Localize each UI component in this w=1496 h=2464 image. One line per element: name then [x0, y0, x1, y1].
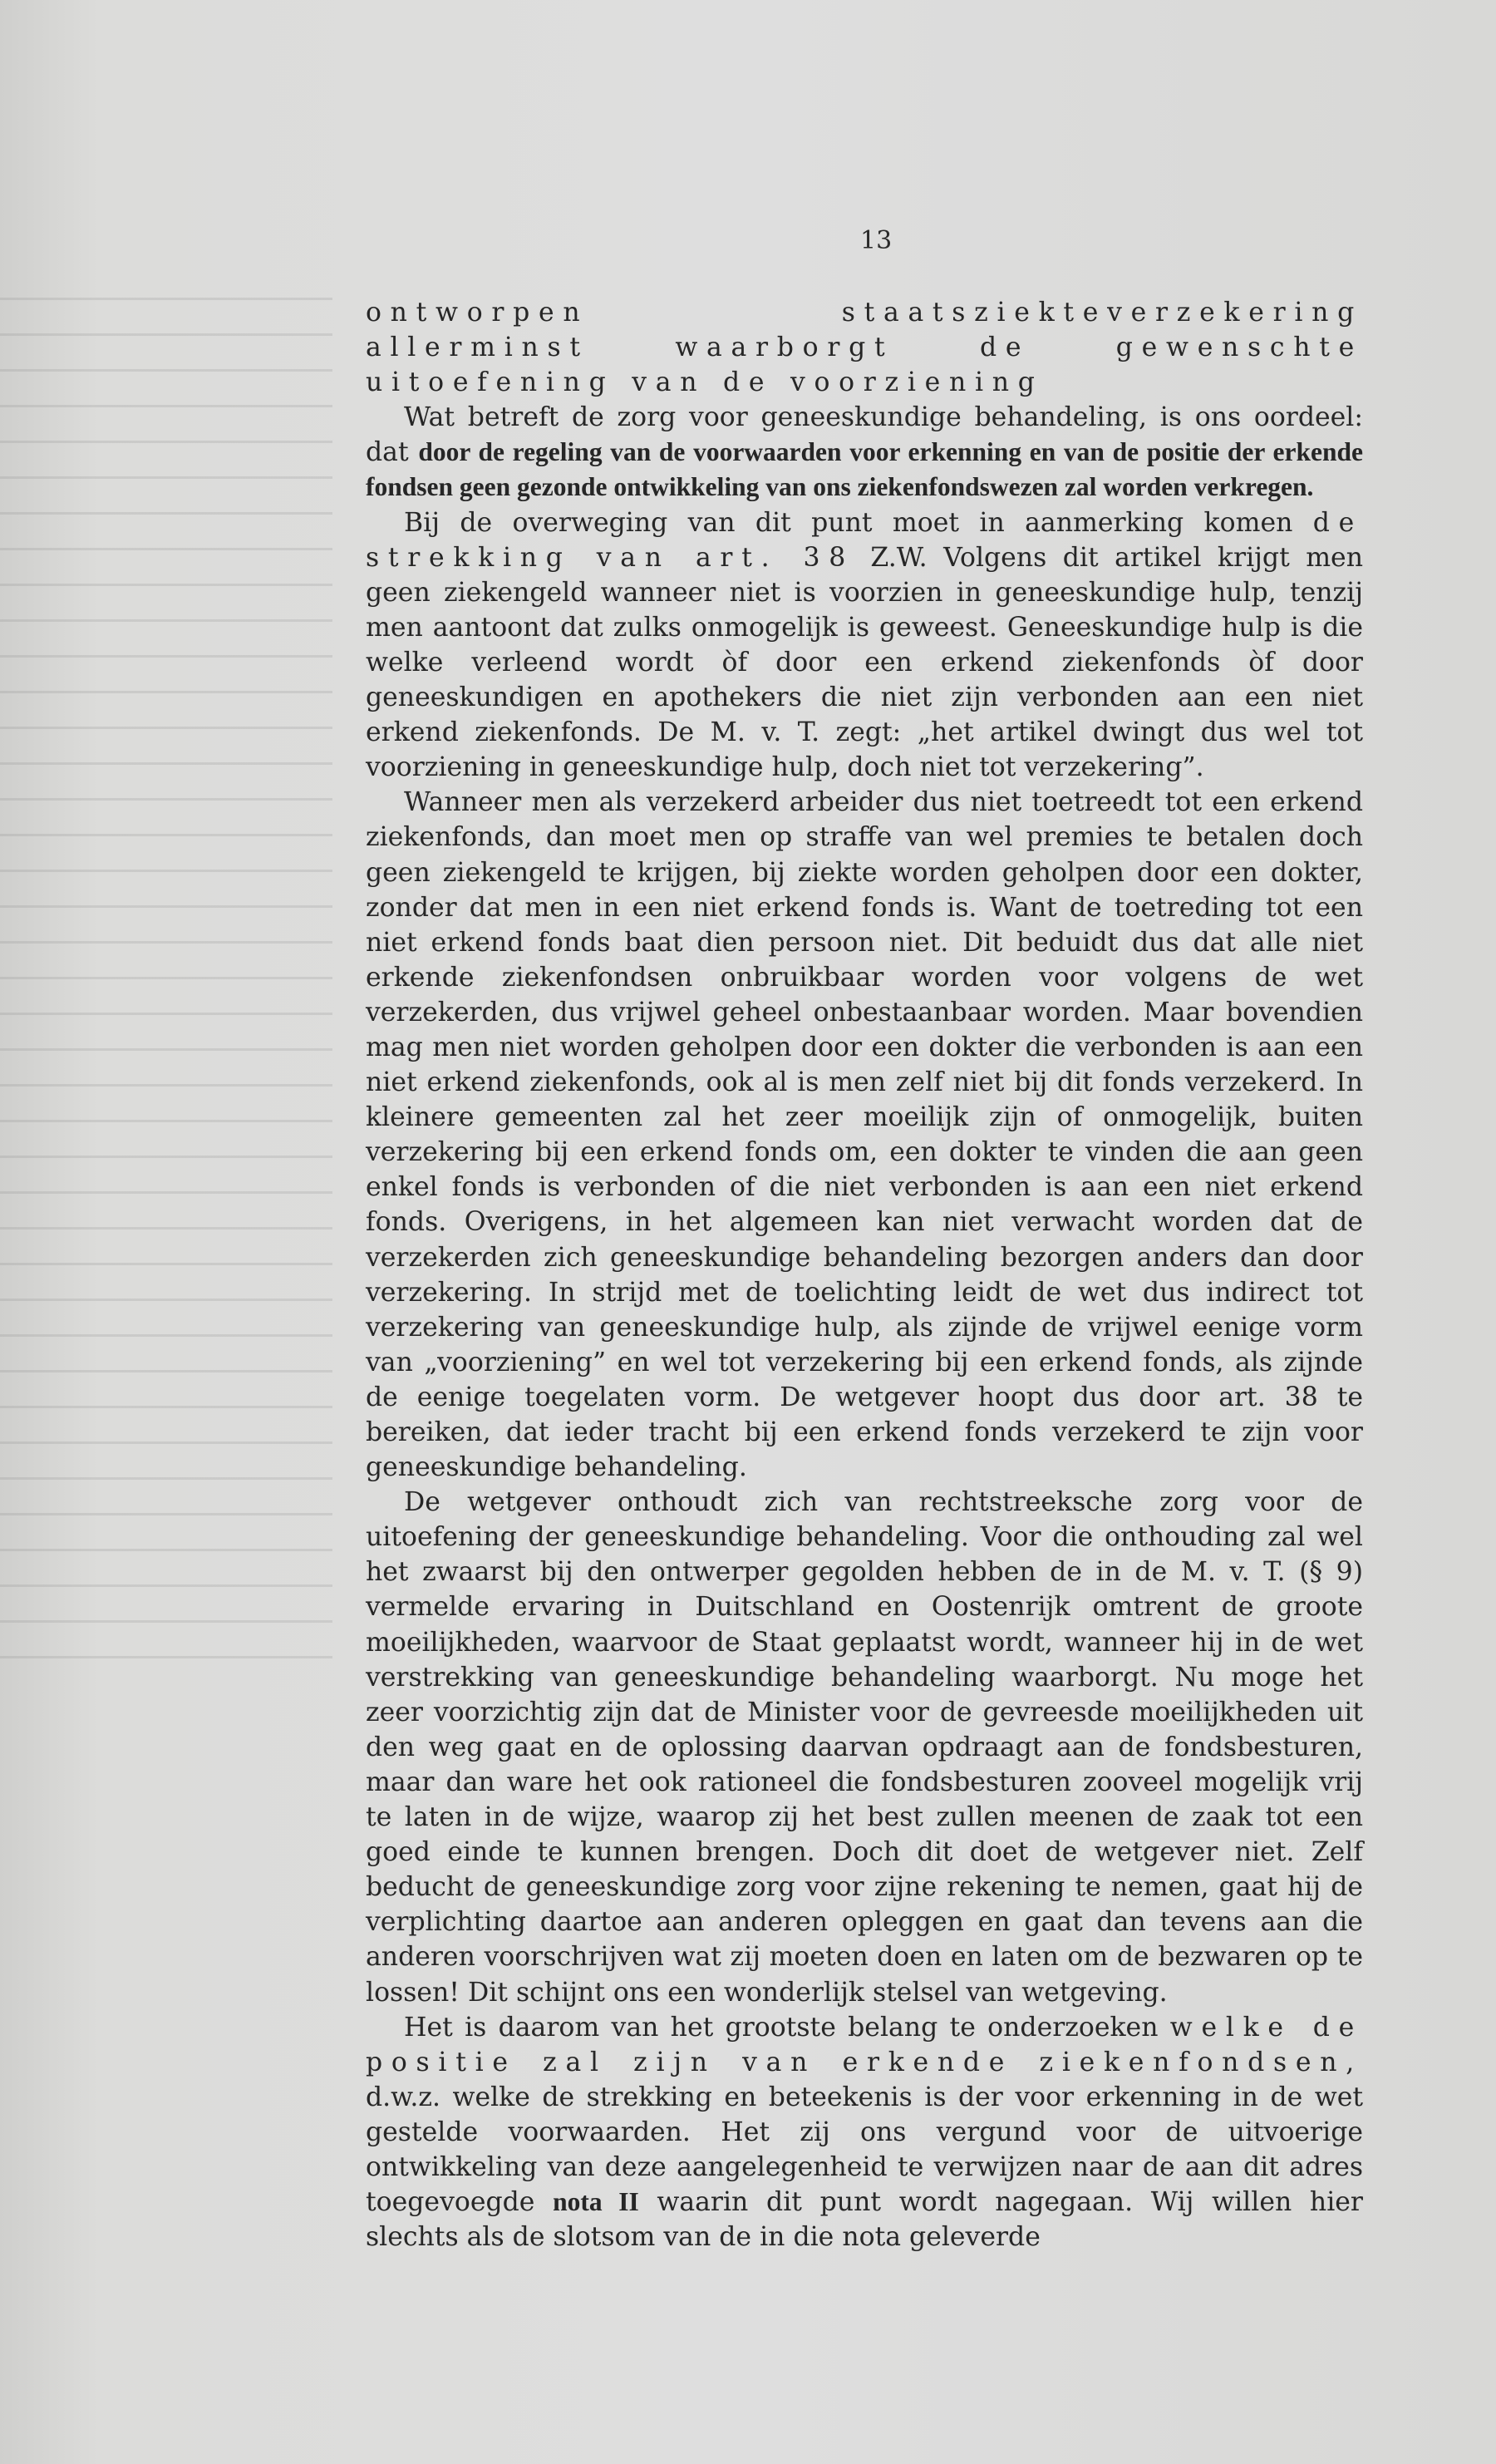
text-run: Wat betreft de zorg voor geneeskundige behandeling, is ons oordeel: dat: [366, 402, 1363, 468]
text-run: Z.W. Volgens dit artikel krijgt men geen ziekengeld wanneer niet is voorzien in geneeskundige hulp, tenzij men aantoont dat zulks onmogelijk is geweest. Geneeskundige hulp is die welke verleend wordt òf door een erkend ziekenfonds òf door geneeskundigen en apothekers die niet zijn verbonden aan een niet erkend ziekenfonds. De M. v. T. zegt: „het artikel dwingt dus wel tot voorziening in geneeskundige hulp, doch niet tot verzekering”.: [366, 542, 1363, 783]
spaced-text-run: welke de positie zal zijn van erkende ziekenfondsen,: [366, 2012, 1363, 2077]
text-run: d.w.z. welke de strekking en beteekenis is der voor erkenning in de wet gestelde voorwaarden. Het zij ons vergund voor de uitvoerige ontwikkeling van deze aangelegenheid te verwijzen naar de aan dit adres toegevoegde: [366, 2082, 1363, 2218]
text-run: De wetgever onthoudt zich van rechtstreeksche zorg voor de uitoefening der geneeskundige behandeling. Voor die onthouding zal wel het zwaarst bij den ontwerper gegolden hebben de in de M. v. T. (§ 9) vermelde ervaring in Duitschland en Oostenrijk omtrent de groote moeilijkheden, waarvoor de Staat geplaatst wordt, wanneer hij in de wet verstrekking van geneeskundige behandeling waarborgt. Nu moge het zeer voorzichtig zijn dat de Minister voor de gevreesde moeilijkheden uit den weg gaat en de oplossing daarvan opdraagt aan de fondsbesturen, maar dan ware het ook rationeel die fondsbesturen zooveel mogelijk vrij te laten in de wijze, waarop zij het best zullen meenen de zaak tot een goed einde te kunnen brengen. Doch dit doet de wetgever niet. Zelf beducht de geneeskundige zorg voor zijne rekening te nemen, gaat hij de verplichting daartoe aan anderen opleggen en gaat dan tevens aan die anderen voorschrijven wat zij moeten doen en laten om de bezwaren op te lossen! Dit schijnt ons een wonderlijk stelsel van wetgeving.: [366, 1487, 1363, 2008]
page-number: 13: [860, 226, 893, 255]
text-run: Wanneer men als verzekerd arbeider dus niet toetreedt tot een erkend ziekenfonds, dan moet men op straffe van wel premies te betalen doch geen ziekengeld te krijgen, bij ziekte worden geholpen door een dokter, zonder dat men in een niet erkend fonds is. Want de toetreding tot een niet erkend fonds baat dien persoon niet. Dit beduidt dus dat alle niet erkende ziekenfondsen onbruikbaar worden voor volgens de wet verzekerden, dus vrijwel geheel onbestaanbaar worden. Maar bovendien mag men niet worden geholpen door een dokter die verbonden is aan een niet erkend ziekenfonds, ook al is men zelf niet bij dit fonds verzekerd. In kleinere gemeenten zal het zeer moeilijk zijn of onmogelijk, buiten verzekering bij een erkend fonds om, een dokter te vinden die aan geen enkel fonds is verbonden of die niet verbonden is aan een niet erkend fonds. Overigens, in het algemeen kan niet verwacht worden dat de verzekerden zich geneeskundige behandeling bezorgen anders dan door verzekering. In strijd met de toelichting leidt de wet dus indirect tot verzekering van geneeskundige hulp, als zijnde de vrijwel eenige vorm van „voorziening” en wel tot verzekering bij een erkend fonds, als zijnde de eenige toegelaten vorm. De wetgever hoopt dus door art. 38 te bereiken, dat ieder tracht bij een erkend fonds verzekerd te zijn voor geneeskundige behandeling.: [366, 787, 1363, 1483]
text-run: Het is daarom van het grootste belang te onderzoeken: [404, 2012, 1170, 2043]
bold-text-run: nota II: [553, 2187, 639, 2217]
bold-text-run: door de regeling van de voorwaarden voor erkenning en van de positie der erkende fondsen geen gezonde ontwikkeling van ons ziekenfondswezen zal worden verkregen.: [366, 437, 1363, 502]
paragraph: [366, 295, 1363, 400]
paragraph: [366, 2010, 1363, 2255]
paragraph: [366, 505, 1363, 786]
text-run: waarin dit punt wordt nagegaan. Wij willen hier slechts als de slotsom van de in die nota geleverde: [366, 2187, 1363, 2253]
spaced-text-run: de strekking van art. 38: [366, 507, 1363, 573]
paragraph: [366, 400, 1363, 505]
paragraph: [366, 785, 1363, 1485]
paragraph: [366, 1485, 1363, 2009]
text-run: Bij de overweging van dit punt moet in aanmerking komen: [404, 507, 1313, 538]
body-text: [366, 295, 1363, 2255]
spaced-text-run: ontworpen staatsziekteverzekering allerminst waarborgt de gewenschte uitoefening van de voorziening: [366, 298, 1363, 398]
bleed-through-text: [0, 274, 332, 1688]
